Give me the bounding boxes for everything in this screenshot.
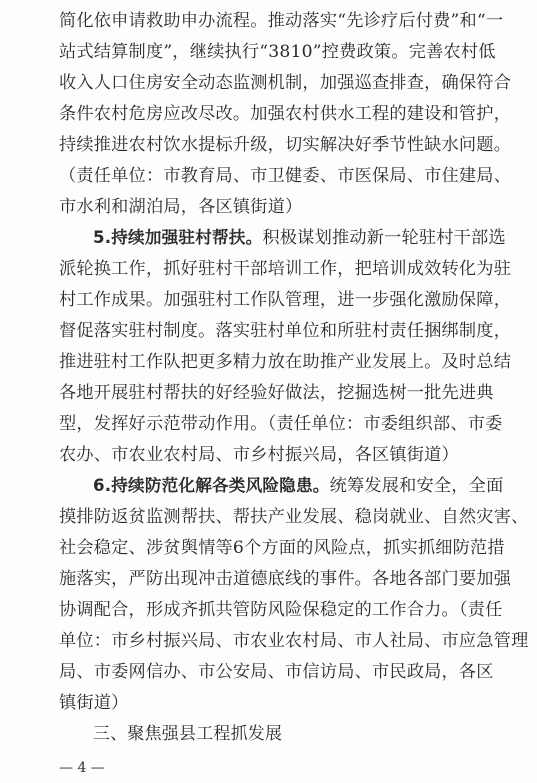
paragraph-line: 各地开展驻村帮扶的好经验好做法，挖掘选树一批先进典 [59,383,494,403]
paragraph-line: 条件农村危房应改尽改。加强农村供水工程的建设和管护， [59,104,512,124]
page-number: — 4 — [59,760,105,776]
item-6-first-line [93,475,503,497]
paragraph-line: 协调配合，形成齐抓共管防风险保稳定的工作合力。（责任 [59,600,503,620]
item-6-first-line-text: 统筹发展和安全，全面 [329,476,504,496]
paragraph-line: 村工作成果。加强驻村工作队管理，进一步强化激励保障， [59,290,512,310]
paragraph-line: （责任单位：市教育局、市卫健委、市医保局、市住建局、 [59,166,512,186]
paragraph-line: 站式结算制度”，继续执行“3810”控费政策。完善农村低 [59,42,496,62]
paragraph-line: 市水利和湖泊局，各区镇街道） [59,197,303,217]
paragraph-line: 收入人口住房安全动态监测机制，加强巡查排查，确保符合 [59,73,512,93]
item-5-first-line-text: 积极谋划推动新一轮驻村干部选 [262,228,506,248]
paragraph-line: 施落实，严防出现冲击道德底线的事件。各地各部门要加强 [59,569,512,589]
item-5-first-line [93,227,506,249]
paragraph-line: 镇街道） [59,693,129,713]
paragraph-line: 督促落实驻村制度。落实驻村单位和所驻村责任捆绑制度， [59,321,512,341]
section-3-heading: 三、聚焦强县工程抓发展 [93,724,283,744]
paragraph-line: 推进驻村工作队把更多精力放在助推产业发展上。及时总结 [59,352,512,372]
paragraph-line: 单位：市乡村振兴局、市农业农村局、市人社局、市应急管理 [59,631,529,651]
paragraph-line: 型，发挥好示范带动作用。（责任单位：市委组织部、市委 [59,414,503,434]
paragraph-line: 简化依申请救助申办流程。推动落实“先诊疗后付费”和“一 [59,11,504,31]
paragraph-line: 派轮换工作，抓好驻村干部培训工作，把培训成效转化为驻 [59,259,512,279]
paragraph-line: 局、市委网信办、市公安局、市信访局、市民政局，各区 [59,662,494,682]
item-5-heading: 5.持续加强驻村帮扶。 [93,228,263,247]
paragraph-line: 持续推进农村饮水提标升级，切实解决好季节性缺水问题。 [59,135,512,155]
paragraph-line: 社会稳定、涉贫舆情等6个方面的风险点，抓实抓细防范措 [59,538,505,558]
item-6-heading: 6.持续防范化解各类风险隐患。 [93,476,330,495]
paragraph-line: 摸排防返贫监测帮扶、帮扶产业发展、稳岗就业、自然灾害、 [59,507,529,527]
paragraph-line: 农办、市农业农村局、市乡村振兴局，各区镇街道） [59,445,459,465]
